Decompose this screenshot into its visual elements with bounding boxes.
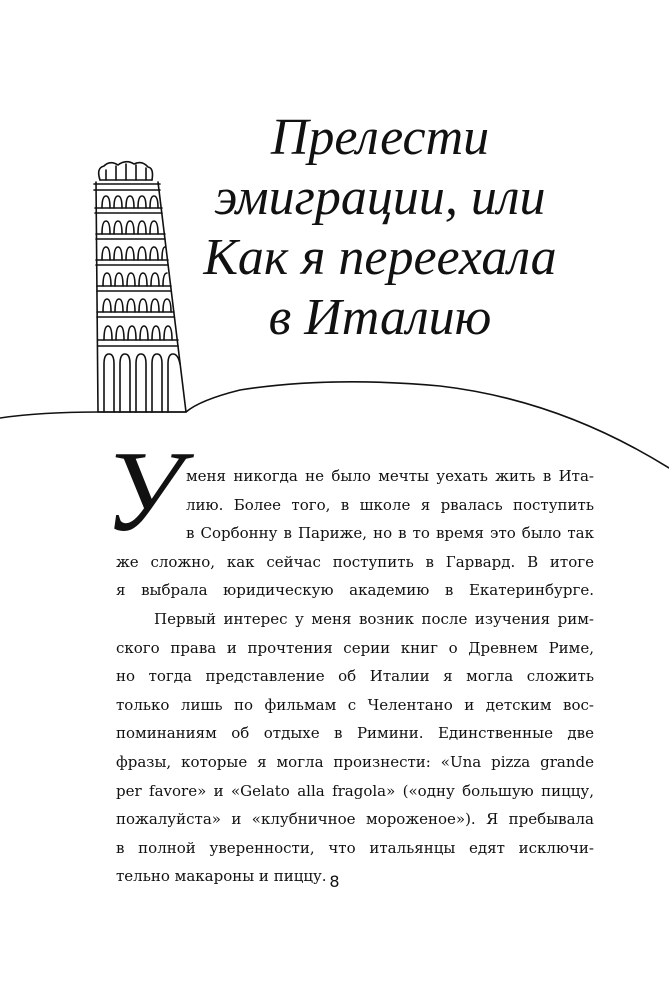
text-line: только лишь по фильмам с Челентано и детским вос-: [116, 695, 594, 714]
text-line: per favore» и «Gelato alla fragola» («одну большую пиццу,: [116, 781, 594, 800]
text-line: пожалуйста» и «клубничное мороженое»). Я пребывала: [116, 810, 594, 829]
text-line: в полной уверенности, что итальянцы едят исключи-: [116, 838, 594, 857]
text-line: но тогда представление об Италии я могла сложить: [116, 667, 594, 686]
text-line: фразы, которые я могла произнести: «Una pizza grande: [116, 752, 594, 771]
text-line: в Сорбонну в Париже, но в то время это было так: [186, 524, 594, 543]
text-line: лию. Более того, в школе я рвалась поступить: [186, 495, 594, 514]
text-line: поминаниям об отдыхе в Римини. Единственные две: [116, 724, 594, 743]
drop-cap-letter: У: [104, 428, 183, 556]
chapter-title: [190, 108, 570, 348]
text-line: меня никогда не было мечты уехать жить в Ита-: [186, 467, 594, 485]
chapter-title-line: эмиграции, или: [214, 169, 546, 226]
text-line: ского права и прочтения серии книг о Древнем Риме,: [116, 638, 594, 657]
text-line: же сложно, как сейчас поступить в Гарвард. В итоге: [116, 552, 594, 571]
chapter-title-line: Как я переехала: [203, 229, 557, 286]
page-number: 8: [329, 872, 340, 891]
text-line: Первый интерес у меня возник после изучения рим-: [154, 609, 594, 628]
text-line: я выбрала юридическую академию в Екатеринбурге.: [116, 581, 594, 600]
chapter-title-line: в Италию: [268, 289, 492, 346]
chapter-title-line: Прелести: [270, 109, 490, 166]
body-text: [116, 462, 594, 891]
text-line: тельно макароны и пиццу.: [116, 867, 327, 886]
